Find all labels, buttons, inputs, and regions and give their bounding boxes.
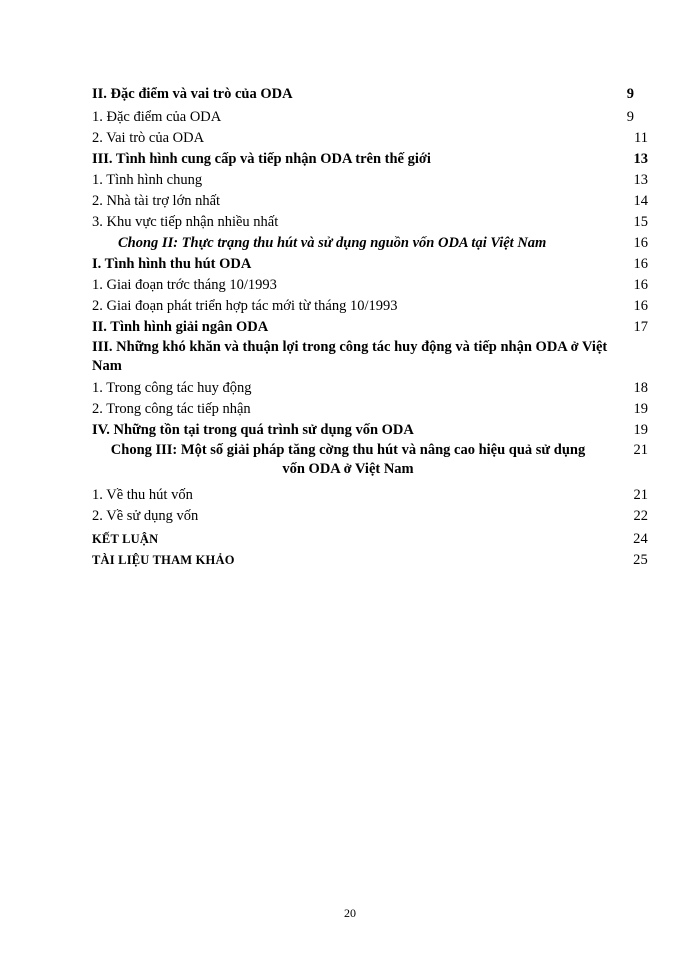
- toc-entry: [92, 506, 648, 527]
- toc-entry: [92, 317, 648, 338]
- toc-entry-text: 1. Giai đoạn trớc tháng 10/1993: [92, 277, 277, 293]
- toc-entry-page: 24: [633, 531, 648, 547]
- toc-entry-page: 19: [633, 422, 648, 438]
- toc-entry-text: 2. Về sử dụng vốn: [92, 508, 199, 524]
- toc-entry-page: 13: [633, 172, 648, 188]
- toc-entry-page: 13: [633, 151, 648, 167]
- toc-entry: [92, 191, 648, 212]
- toc-entry: [92, 107, 648, 128]
- toc-entry-text: II. Đặc điểm và vai trò của ODA: [92, 86, 293, 102]
- toc-entry-text: IV. Những tồn tại trong quá trình sử dụng vốn ODA: [92, 422, 414, 438]
- toc-entry: [92, 420, 648, 441]
- toc-entry: [92, 399, 648, 420]
- toc-entry-page: 11: [634, 130, 648, 146]
- toc-entry: [92, 485, 648, 506]
- toc-chapter-entry: [92, 233, 648, 254]
- toc-entry-page: 16: [633, 277, 648, 293]
- toc-entry-page: 22: [633, 508, 648, 524]
- toc-entry: [92, 550, 648, 571]
- toc-entry-text: KẾT LUẬN: [92, 532, 159, 546]
- toc-entry-page: 25: [633, 552, 648, 568]
- toc-entry-page: 19: [633, 401, 648, 417]
- toc-entry: [92, 212, 648, 233]
- toc-entry-text: 2. Giai đoạn phát triển hợp tác mới từ tháng 10/1993: [92, 298, 398, 314]
- toc-entry-text: 3. Khu vực tiếp nhận nhiều nhất: [92, 214, 279, 230]
- toc-entry-text: 1. Tình hình chung: [92, 172, 203, 188]
- toc-entry-text: 2. Trong công tác tiếp nhận: [92, 401, 251, 417]
- toc-entry: [92, 275, 648, 296]
- toc-entry: [92, 128, 648, 149]
- toc-entry-page: 21: [633, 487, 648, 503]
- toc-entry-text: II. Tình hình giải ngân ODA: [92, 319, 269, 335]
- toc-entry-page: 17: [633, 319, 648, 335]
- toc-entry: [92, 378, 648, 399]
- toc-entry-page: 15: [633, 214, 648, 230]
- toc-entry: [92, 149, 648, 170]
- toc-entry: [92, 84, 648, 105]
- toc-entry: [92, 529, 648, 550]
- toc-entry-page: 9: [626, 109, 634, 125]
- toc-entry-text: 1. Trong công tác huy động: [92, 380, 252, 396]
- toc-entry: [92, 254, 648, 275]
- toc-entry-page: 21: [633, 442, 648, 458]
- toc-entry-page: 16: [633, 256, 648, 272]
- toc-entry-text: III. Tình hình cung cấp và tiếp nhận ODA trên thế giới: [92, 151, 431, 167]
- toc-entry: [92, 170, 648, 191]
- toc-entry-page: 18: [633, 380, 648, 396]
- toc-entry-page: 14: [633, 193, 648, 209]
- page-number: 20: [344, 906, 356, 920]
- toc-entry-text: 2. Vai trò của ODA: [92, 130, 205, 146]
- toc-entry-page: 16: [633, 298, 648, 314]
- toc-entry-text: 2. Nhà tài trợ lớn nhất: [92, 193, 221, 209]
- toc-entry-text: 1. Đặc điểm của ODA: [92, 109, 222, 125]
- table-of-contents: [92, 84, 648, 571]
- toc-entry-page: 9: [626, 86, 634, 102]
- toc-entry-page: 16: [633, 235, 648, 251]
- toc-entry-text: 1. Về thu hút vốn: [92, 487, 193, 503]
- toc-entry-text: Chong II: Thực trạng thu hút và sử dụng nguồn vốn ODA tại Việt Nam: [118, 235, 547, 251]
- toc-entry-text: TÀI LIỆU THAM KHẢO: [92, 553, 235, 567]
- toc-chapter-entry: [92, 441, 648, 479]
- toc-entry-text: III. Những khó khăn và thuận lợi trong công tác huy động và tiếp nhận ODA ở Việt Nam: [92, 339, 608, 374]
- toc-entry: [92, 338, 648, 376]
- toc-entry-text: I. Tình hình thu hút ODA: [92, 256, 252, 272]
- toc-entry: [92, 296, 648, 317]
- toc-entry-text: Chong III: Một số giải pháp tăng cờng thu hút và nâng cao hiệu quả sử dụng vốn ODA ở Việt Nam: [110, 442, 586, 477]
